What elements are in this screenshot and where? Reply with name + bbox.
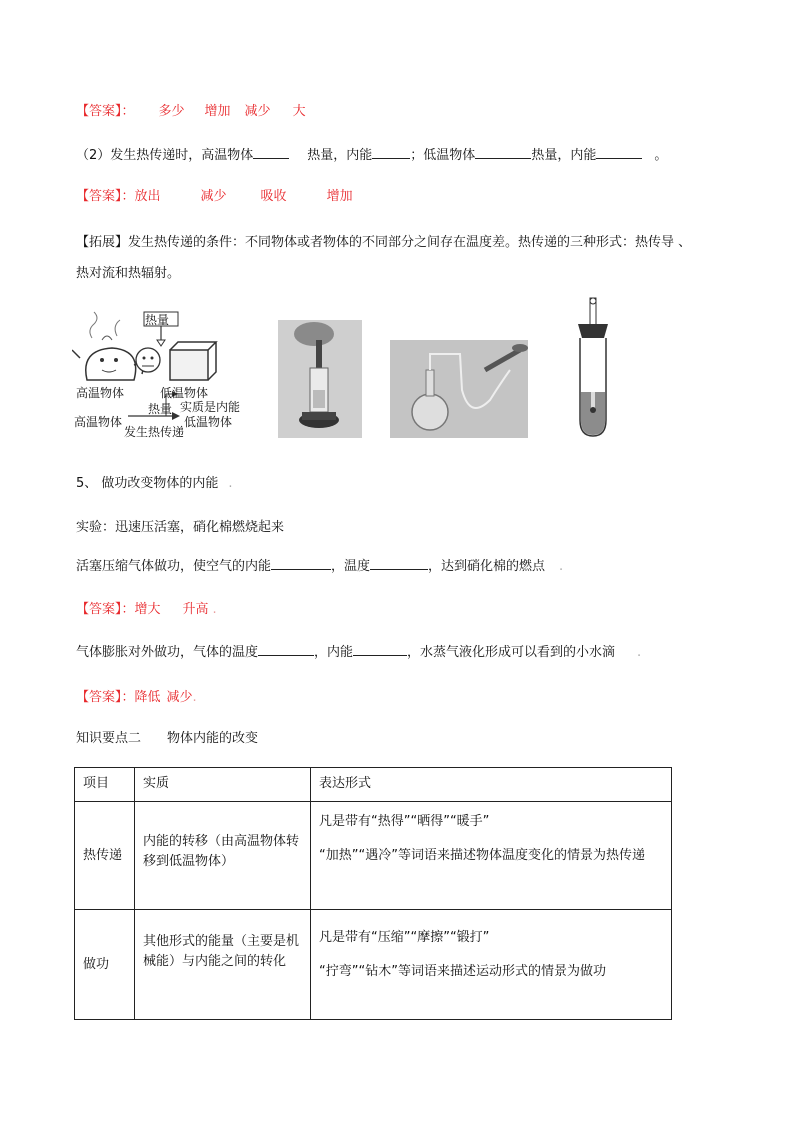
- question-text: 活塞压缩气体做功，使空气的内能: [76, 559, 272, 574]
- knowledge-table: [74, 767, 672, 1020]
- question-4: [76, 641, 641, 660]
- row-essence-cell: 内能的转移（由高温物体转移到低温物体）: [135, 802, 311, 910]
- answer-value: 减少: [244, 104, 271, 119]
- answer-value: 增加: [204, 104, 231, 119]
- flask-illustration: [390, 340, 528, 438]
- question-text: 热量，内能: [307, 148, 373, 163]
- question-text: ，达到硝化棉的燃点: [428, 559, 546, 574]
- answer-value: 降低: [134, 690, 161, 705]
- question-text: （2）发生热传递时，高温物体: [76, 148, 254, 163]
- fill-blank[interactable]: [596, 144, 642, 159]
- section-5-title: [76, 472, 233, 491]
- knowledge-subtitle: 物体内能的改变: [167, 731, 259, 746]
- answer-value: 吸收: [260, 189, 287, 204]
- eq-left-label: 高温物体: [74, 415, 123, 429]
- test-tube-diagram: [566, 296, 622, 440]
- fill-blank[interactable]: [370, 555, 428, 570]
- experiment-text: 实验：迅速压活塞，硝化棉燃烧起来: [76, 520, 285, 535]
- fill-blank[interactable]: [475, 144, 531, 159]
- expression-text: 凡是带有“压缩”“摩擦”“锻打”: [319, 930, 490, 945]
- answer-value: 增加: [326, 189, 353, 204]
- fill-blank[interactable]: [271, 555, 331, 570]
- trailing-dot: .: [228, 476, 233, 491]
- eq-heat-label: 热量: [148, 402, 173, 416]
- answer-label: 【答案】：: [76, 189, 135, 204]
- expression-text: 凡是带有“热得”“晒得”“暖手”: [319, 814, 490, 829]
- piston-photo: [278, 320, 362, 438]
- knowledge-title: 知识要点二: [76, 731, 142, 746]
- flask-photo: [390, 340, 528, 438]
- answer-value: 放出: [134, 189, 161, 204]
- fill-blank[interactable]: [253, 144, 289, 159]
- expression-text: “加热”“遇冷”等词语来描述物体温度变化的情景为热传递: [319, 848, 645, 863]
- high-temp-label: 高温物体: [76, 386, 125, 400]
- piston-illustration: [278, 320, 362, 438]
- table-row: [75, 802, 672, 910]
- answer-label: 【答案】：: [76, 104, 135, 119]
- header-cell: 项目: [75, 768, 135, 802]
- row-expression-cell: [311, 910, 672, 1020]
- answer-value: 大: [292, 104, 306, 119]
- answer-2: [76, 185, 353, 204]
- trailing-dot: .: [559, 559, 564, 574]
- answer-value: 多少: [158, 104, 185, 119]
- answer-3: [76, 598, 217, 617]
- question-2: [76, 144, 667, 163]
- essence-label: 实质是内能: [180, 400, 241, 414]
- table-row: [75, 910, 672, 1020]
- trailing-dot: .: [212, 602, 217, 617]
- expression-text: “拧弯”“钻木”等词语来描述运动形式的情景为做功: [319, 964, 606, 979]
- table-header-row: [75, 768, 672, 802]
- header-cell: 实质: [135, 768, 311, 802]
- section-title: 5、 做功改变物体的内能: [76, 476, 219, 491]
- heat-transfer-diagram: [72, 310, 252, 440]
- extension-line-1: 【拓展】发生热传递的条件：不同物体或者物体的不同部分之间存在温度差。热传递的三种形式：热传导 、: [76, 235, 692, 250]
- answer-value: 减少: [200, 189, 227, 204]
- question-text: 热量，内能: [531, 148, 597, 163]
- row-label-cell: 热传递: [75, 802, 135, 910]
- test-tube-illustration: [566, 296, 622, 440]
- heat-label: 热量: [145, 313, 170, 327]
- fill-blank[interactable]: [353, 641, 407, 656]
- answer-4: [76, 686, 197, 705]
- trailing-dot: .: [192, 690, 197, 705]
- question-text: ，内能: [314, 645, 354, 660]
- trailing-dot: .: [637, 645, 642, 660]
- row-essence-cell: 其他形式的能量（主要是机械能）与内能之间的转化: [135, 910, 311, 1020]
- question-text: ；低温物体: [410, 148, 476, 163]
- question-text: ，水蒸气液化形成可以看到的小水滴: [407, 645, 616, 660]
- row-label-cell: 做功: [75, 910, 135, 1020]
- question-3: [76, 555, 563, 574]
- fill-blank[interactable]: [258, 641, 314, 656]
- question-text: 气体膨胀对外做功，气体的温度: [76, 645, 259, 660]
- fill-blank[interactable]: [372, 144, 410, 159]
- answer-label: 【答案】：: [76, 690, 135, 705]
- extension-line-2: 热对流和热辐射。: [76, 266, 181, 281]
- answer-value: 增大: [134, 602, 161, 617]
- header-cell: 表达形式: [311, 768, 672, 802]
- knowledge-heading: [76, 727, 258, 746]
- question-text: ，温度: [331, 559, 371, 574]
- eq-bottom-label: 发生热传递: [124, 425, 185, 439]
- low-temp-label: 低温物体: [160, 386, 209, 400]
- row-expression-cell: [311, 802, 672, 910]
- answer-value: 减少: [166, 690, 193, 705]
- question-text: 。: [654, 148, 668, 163]
- answer-1: [76, 100, 306, 119]
- eq-right-label: 低温物体: [184, 415, 233, 429]
- answer-value: 升高: [182, 602, 209, 617]
- answer-label: 【答案】：: [76, 602, 135, 617]
